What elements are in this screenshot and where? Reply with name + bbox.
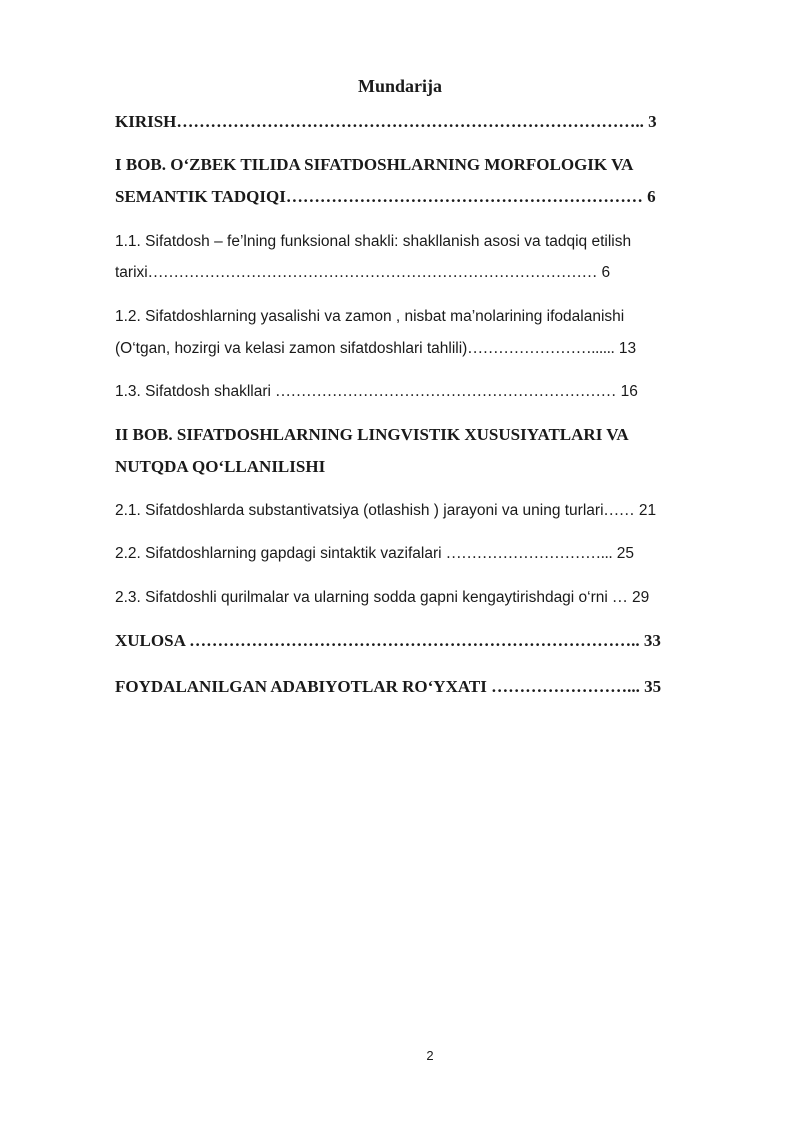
- toc-entry-text: (O‘tgan, hozirgi va kelasi zamon sifatdoshlari tahlili): [115, 340, 468, 357]
- toc-entry-text: SEMANTIK TADQIQI: [115, 187, 286, 206]
- toc-entry-1-1-cont[interactable]: [115, 262, 720, 284]
- toc-entry-text: II BOB. SIFATDOSHLARNING LINGVISTIK XUSUSIYATLARI VA: [115, 425, 629, 444]
- toc-entry-leader: ………………………………………………………: [285, 187, 643, 206]
- toc-entry-chapter-2-cont[interactable]: [115, 456, 720, 478]
- toc-entry-page: 35: [644, 677, 662, 696]
- toc-entry-1-1[interactable]: [115, 231, 720, 253]
- toc-entry-leader: ……: [603, 502, 635, 519]
- toc-entry-2-2[interactable]: [115, 543, 720, 565]
- toc-entry-chapter-1-cont[interactable]: [115, 186, 720, 208]
- toc-entry-2-1[interactable]: [115, 500, 720, 522]
- toc-entry-leader: …: [612, 589, 628, 606]
- toc-entry-text: 2.2. Sifatdoshlarning gapdagi sintaktik vazifalari: [115, 545, 446, 562]
- toc-entry-page: 3: [648, 112, 657, 131]
- toc-entry-text: NUTQDA QO‘LLANILISHI: [115, 457, 326, 476]
- toc-entry-page: 33: [643, 631, 661, 650]
- toc-entry-leader: ……………………...: [491, 677, 640, 696]
- toc-entry-text: 2.1. Sifatdoshlarda substantivatsiya (otlashish ) jarayoni va uning turlari: [115, 502, 604, 519]
- toc-entry-leader: ………………………………………………………………………..: [176, 112, 644, 131]
- toc-entry-leader: ……………………………………………………………………..: [189, 631, 640, 650]
- toc-entry-text: KIRISH: [115, 112, 177, 131]
- toc-entry-leader: …………………………………………………………: [275, 383, 617, 400]
- toc-entry-page: 13: [618, 340, 637, 357]
- toc-entry-text: tarixi: [115, 264, 148, 281]
- toc-entry-page: 21: [638, 502, 657, 519]
- toc-entry-leader: …………………………...: [445, 545, 613, 562]
- toc-entry-text: FOYDALANILGAN ADABIYOTLAR RO‘YXATI: [115, 677, 492, 696]
- toc-entry-page: 6: [647, 187, 656, 206]
- toc-entry-xulosa[interactable]: [115, 630, 720, 652]
- toc-entry-chapter-1[interactable]: [115, 154, 720, 176]
- page-number: 2: [426, 1048, 434, 1063]
- toc-entry-text: 1.2. Sifatdoshlarning yasalishi va zamon , nisbat ma’nolarining ifodalanishi: [115, 308, 625, 325]
- toc-entry-text: 1.1. Sifatdosh – fe’lning funksional shakli: shakllanish asosi va tadqiq etilish: [115, 233, 632, 250]
- toc-entry-page: 25: [616, 545, 635, 562]
- toc-entry-2-3[interactable]: [115, 587, 720, 609]
- toc-entry-page: 29: [631, 589, 650, 606]
- toc-entry-kirish[interactable]: [115, 111, 720, 133]
- toc-entry-page: 6: [601, 264, 611, 281]
- toc-entry-page: 16: [620, 383, 638, 400]
- toc-entry-references[interactable]: [115, 676, 720, 698]
- toc-entry-1-2-cont[interactable]: [115, 338, 720, 360]
- toc-entry-text: 1.3. Sifatdosh shakllari: [115, 383, 276, 400]
- toc-entry-text: 2.3. Sifatdoshli qurilmalar va ularning sodda gapni kengaytirishdagi o‘rni: [115, 589, 613, 606]
- toc-entry-leader: ……………………......: [467, 340, 615, 357]
- toc-entry-leader: ……………………………………………………………………………: [147, 264, 598, 281]
- toc-entry-1-3[interactable]: [115, 381, 720, 403]
- toc-entry-chapter-2[interactable]: [115, 424, 720, 446]
- toc-entry-text: I BOB. O‘ZBEK TILIDA SIFATDOSHLARNING MORFOLOGIK VA: [115, 155, 634, 174]
- toc-title: Mundarija: [357, 76, 442, 96]
- toc-entry-text: XULOSA: [115, 631, 190, 650]
- toc-entry-1-2[interactable]: [115, 306, 720, 328]
